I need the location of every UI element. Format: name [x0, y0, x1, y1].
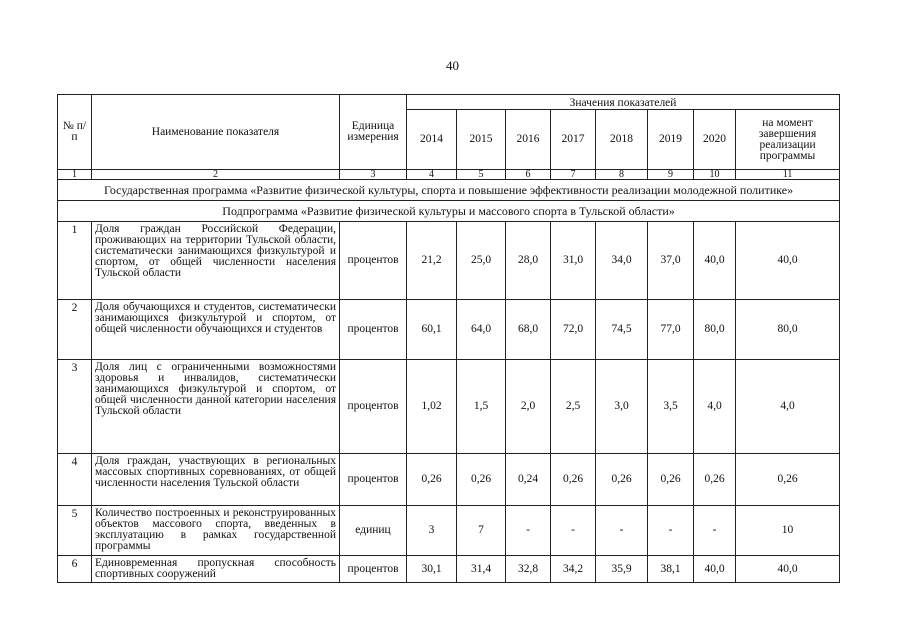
column-index: 9 — [648, 170, 694, 180]
value-cell: 30,1 — [407, 556, 457, 583]
final-value-cell: 10 — [736, 506, 840, 556]
value-cell: 7 — [457, 506, 506, 556]
indicator-name: Доля обучающихся и студентов, систематически занимающихся физкультурой и спортом, от общей численности обучающихся и студентов — [92, 300, 340, 360]
value-cell: 3,5 — [648, 360, 694, 454]
row-number: 4 — [58, 454, 92, 506]
final-value-cell: 40,0 — [736, 222, 840, 300]
value-cell: 31,0 — [551, 222, 596, 300]
final-value-cell: 4,0 — [736, 360, 840, 454]
table-row — [58, 360, 840, 454]
unit-cell: процентов — [340, 222, 407, 300]
value-cell: 0,26 — [694, 454, 736, 506]
value-cell: 64,0 — [457, 300, 506, 360]
value-cell: 0,26 — [457, 454, 506, 506]
header-year: 2017 — [551, 110, 596, 170]
value-cell: 0,26 — [407, 454, 457, 506]
value-cell: 80,0 — [694, 300, 736, 360]
value-cell: 2,5 — [551, 360, 596, 454]
value-cell: 40,0 — [694, 222, 736, 300]
subprogram-title: Подпрограмма «Развитие физической культуры и массового спорта в Тульской области» — [58, 201, 840, 222]
unit-cell: процентов — [340, 360, 407, 454]
column-index: 11 — [736, 170, 840, 180]
header-year: 2014 — [407, 110, 457, 170]
value-cell: 0,24 — [506, 454, 551, 506]
header-year: 2019 — [648, 110, 694, 170]
value-cell: 60,1 — [407, 300, 457, 360]
header-unit: Единица измерения — [340, 95, 407, 170]
value-cell: 1,02 — [407, 360, 457, 454]
unit-cell: процентов — [340, 454, 407, 506]
row-number: 1 — [58, 222, 92, 300]
value-cell: 2,0 — [506, 360, 551, 454]
row-number: 5 — [58, 506, 92, 556]
column-index: 6 — [506, 170, 551, 180]
value-cell: 74,5 — [596, 300, 648, 360]
value-cell: 77,0 — [648, 300, 694, 360]
value-cell: 0,26 — [596, 454, 648, 506]
value-cell: - — [648, 506, 694, 556]
program-title: Государственная программа «Развитие физической культуры, спорта и повышение эффективности реализации молодежной политике» — [58, 180, 840, 201]
table-row — [58, 506, 840, 556]
value-cell: 0,26 — [551, 454, 596, 506]
final-value-cell: 40,0 — [736, 556, 840, 583]
header-indicator-name: Наименование показателя — [92, 95, 340, 170]
value-cell: 25,0 — [457, 222, 506, 300]
value-cell: 37,0 — [648, 222, 694, 300]
column-index: 3 — [340, 170, 407, 180]
final-value-cell: 0,26 — [736, 454, 840, 506]
column-index: 8 — [596, 170, 648, 180]
column-index-row — [58, 170, 840, 180]
value-cell: 35,9 — [596, 556, 648, 583]
indicators-table — [57, 94, 840, 583]
unit-cell: единиц — [340, 506, 407, 556]
value-cell: 4,0 — [694, 360, 736, 454]
value-cell: 1,5 — [457, 360, 506, 454]
value-cell: - — [506, 506, 551, 556]
value-cell: 38,1 — [648, 556, 694, 583]
column-index: 5 — [457, 170, 506, 180]
table-row — [58, 222, 840, 300]
value-cell: 34,0 — [596, 222, 648, 300]
unit-cell: процентов — [340, 556, 407, 583]
unit-cell: процентов — [340, 300, 407, 360]
column-index: 1 — [58, 170, 92, 180]
value-cell: 21,2 — [407, 222, 457, 300]
value-cell: 28,0 — [506, 222, 551, 300]
header-number: № п/п — [58, 95, 92, 170]
indicator-name: Количество построенных и реконструированных объектов массового спорта, введенных в эксплуатацию в рамках государственной программы — [92, 506, 340, 556]
table-row — [58, 556, 840, 583]
header-year: 2016 — [506, 110, 551, 170]
column-index: 4 — [407, 170, 457, 180]
final-value-cell: 80,0 — [736, 300, 840, 360]
column-index: 2 — [92, 170, 340, 180]
value-cell: 40,0 — [694, 556, 736, 583]
column-index: 10 — [694, 170, 736, 180]
value-cell: - — [596, 506, 648, 556]
value-cell: - — [551, 506, 596, 556]
header-year: 2018 — [596, 110, 648, 170]
indicator-name: Единовременная пропускная способность спортивных сооружений — [92, 556, 340, 583]
row-number: 6 — [58, 556, 92, 583]
value-cell: 34,2 — [551, 556, 596, 583]
value-cell: 3 — [407, 506, 457, 556]
value-cell: 68,0 — [506, 300, 551, 360]
column-index: 7 — [551, 170, 596, 180]
value-cell: 3,0 — [596, 360, 648, 454]
header-year: 2020 — [694, 110, 736, 170]
value-cell: 72,0 — [551, 300, 596, 360]
indicator-name: Доля граждан, участвующих в региональных массовых спортивных соревнованиях, от общей численности населения Тульской области — [92, 454, 340, 506]
row-number: 3 — [58, 360, 92, 454]
value-cell: - — [694, 506, 736, 556]
value-cell: 0,26 — [648, 454, 694, 506]
header-final-value: на момент завершения реализации программы — [736, 110, 840, 170]
header-values-group: Значения показателей — [407, 95, 840, 110]
table-row — [58, 300, 840, 360]
table-row — [58, 454, 840, 506]
indicator-name: Доля лиц с ограниченными возможностями здоровья и инвалидов, систематически занимающихся физкультурой и спортом, от общей численности данной категории населения Тульской области — [92, 360, 340, 454]
indicator-name: Доля граждан Российской Федерации, проживающих на территории Тульской области, систематически занимающихся физкультурой и спортом, от общей численности населения Тульской области — [92, 222, 340, 300]
value-cell: 31,4 — [457, 556, 506, 583]
value-cell: 32,8 — [506, 556, 551, 583]
page-number: 40 — [446, 58, 459, 73]
row-number: 2 — [58, 300, 92, 360]
header-year: 2015 — [457, 110, 506, 170]
